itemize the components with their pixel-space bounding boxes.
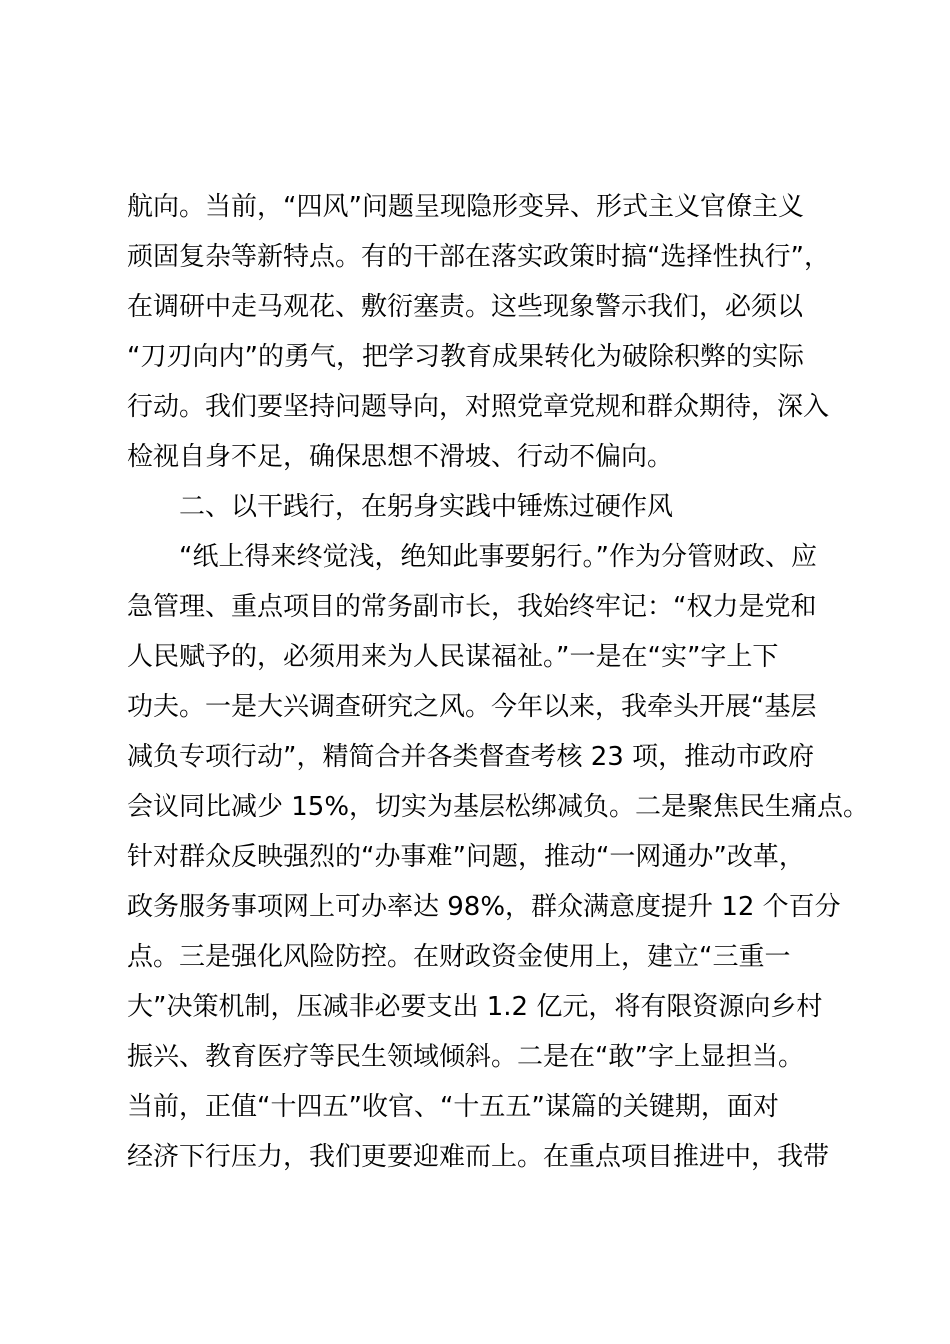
text-line: 在调研中走马观花、敷衍塞责。这些现象警示我们，必须以 (127, 292, 804, 322)
text-line: “刀刃向内”的勇气，把学习教育成果转化为破除积弊的实际 (127, 342, 804, 372)
text-line: 大”决策机制，压减非必要支出 1.2 亿元，将有限资源向乡村 (127, 992, 823, 1022)
text-line: 振兴、教育医疗等民生领域倾斜。二是在“敢”字上显担当。 (127, 1042, 804, 1072)
text-line: 功夫。一是大兴调查研究之风。今年以来，我牵头开展“基层 (127, 692, 817, 722)
text-line: 针对群众反映强烈的“办事难”问题，推动“一网通办”改革， (127, 842, 805, 872)
text-line: 当前，正值“十四五”收官、“十五五”谋篇的关键期，面对 (127, 1092, 779, 1122)
text-line: 顽固复杂等新特点。有的干部在落实政策时搞“选择性执行”， (127, 242, 830, 272)
text-line: “纸上得来终觉浅，绝知此事要躬行。”作为分管财政、应 (179, 542, 817, 572)
text-line: 检视自身不足，确保思想不滑坡、行动不偏向。 (127, 442, 674, 472)
text-line: 航向。当前，“四风”问题呈现隐形变异、形式主义官僚主义 (127, 192, 804, 222)
section-heading: 二、以干践行，在躬身实践中锤炼过硬作风 (179, 492, 674, 522)
text-line: 经济下行压力，我们更要迎难而上。在重点项目推进中，我带 (127, 1142, 830, 1172)
text-line: 点。三是强化风险防控。在财政资金使用上，建立“三重一 (127, 942, 791, 972)
text-line: 人民赋予的，必须用来为人民谋福祉。”一是在“实”字上下 (127, 642, 779, 672)
text-line: 政务服务事项网上可办率达 98%，群众满意度提升 12 个百分 (127, 892, 841, 922)
text-line: 会议同比减少 15%，切实为基层松绑减负。二是聚焦民生痛点。 (127, 792, 870, 822)
text-line: 急管理、重点项目的常务副市长，我始终牢记：“权力是党和 (127, 592, 817, 622)
text-line: 减负专项行动”，精简合并各类督查考核 23 项，推动市政府 (127, 742, 815, 772)
text-line: 行动。我们要坚持问题导向，对照党章党规和群众期待，深入 (127, 392, 830, 422)
body-text (127, 182, 870, 1182)
